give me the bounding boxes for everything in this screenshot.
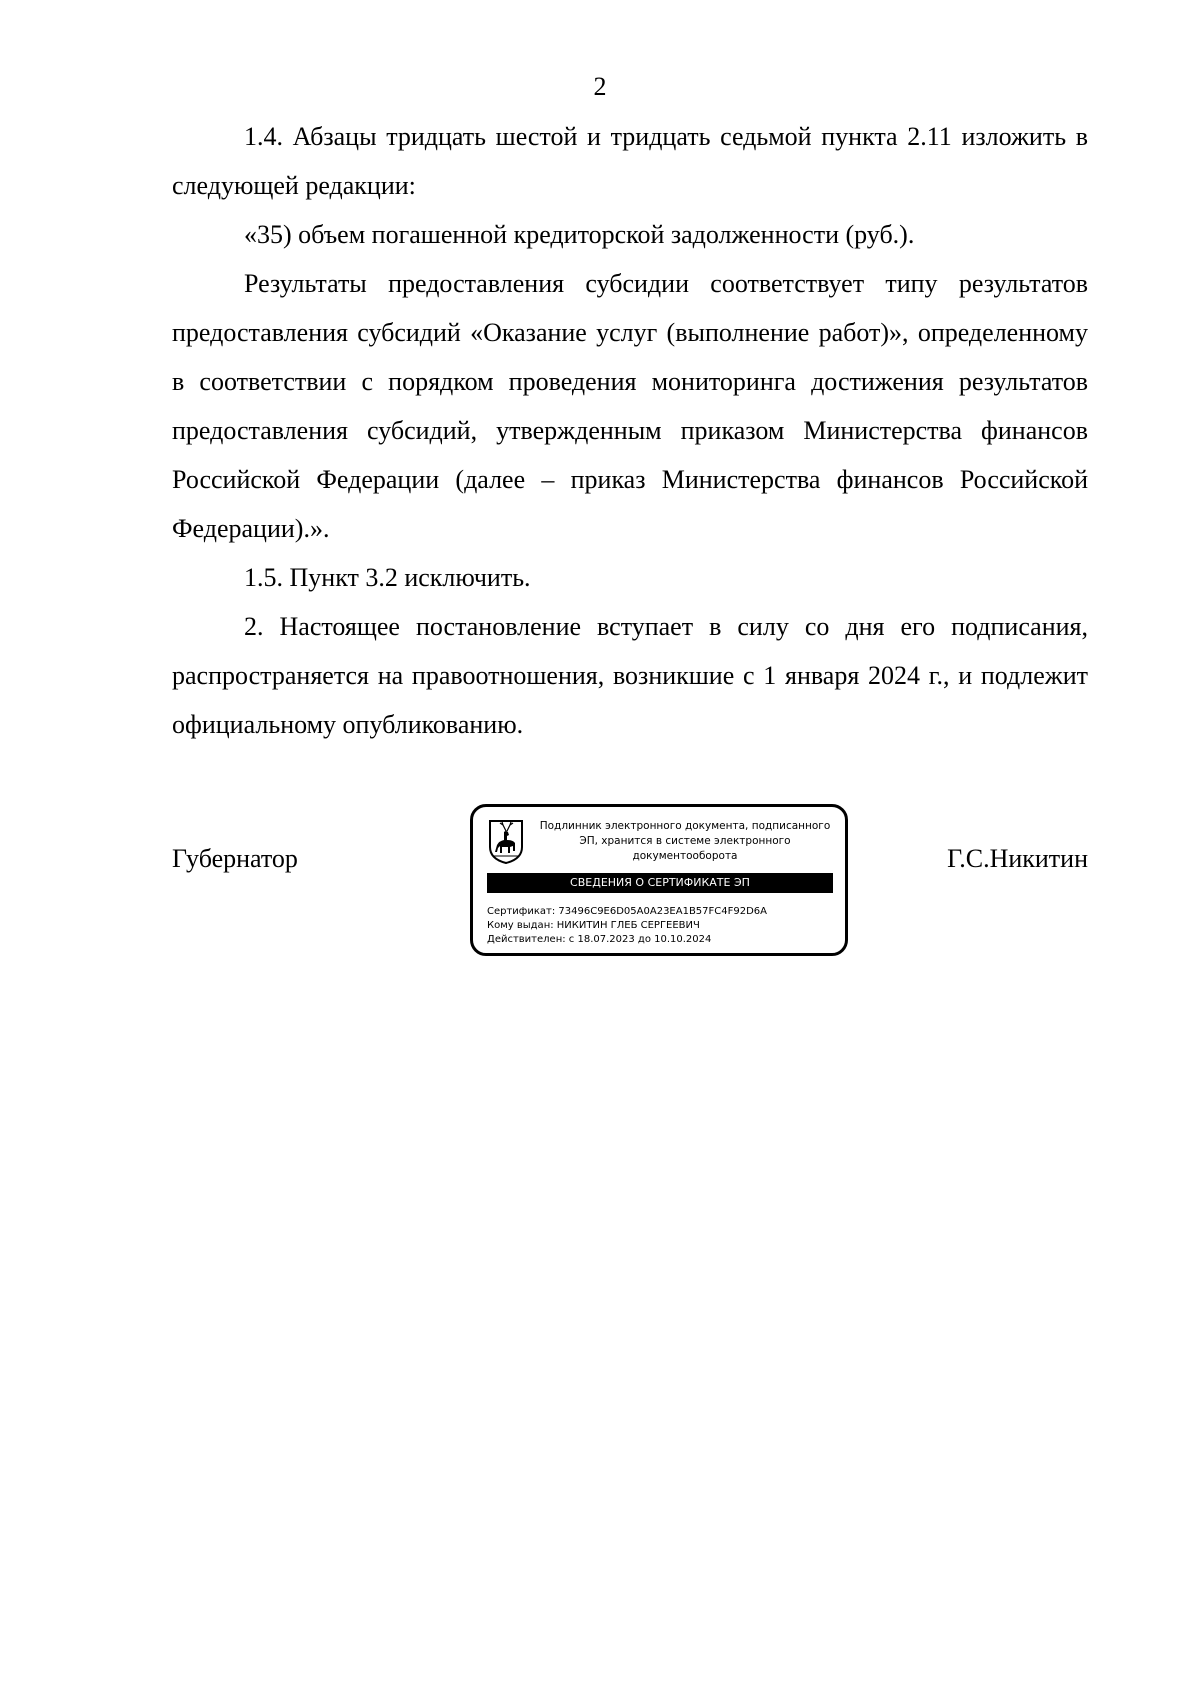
stamp-note: Подлинник электронного документа, подписанного ЭП, хранится в системе электронного документооборота xyxy=(539,820,831,862)
signer-name: Г.С.Никитин xyxy=(947,844,1088,873)
paragraph-1-5: 1.5. Пункт 3.2 исключить. xyxy=(244,563,531,592)
stamp-banner: СВЕДЕНИЯ О СЕРТИФИКАТЕ ЭП xyxy=(487,873,833,893)
electronic-signature-stamp xyxy=(470,804,848,956)
certificate-validity: Действителен: с 18.07.2023 до 10.10.2024 xyxy=(487,934,712,945)
certificate-number: Сертификат: 73496C9E6D05A0A23EA1B57FC4F92D6A xyxy=(487,906,768,917)
certificate-owner: Кому выдан: НИКИТИН ГЛЕБ СЕРГЕЕВИЧ xyxy=(487,920,700,931)
signer-position: Губернатор xyxy=(172,844,298,873)
paragraph-2: 2. Настоящее постановление вступает в силу со дня его подписания, распространяется на правоотношения, возникшие с 1 января 2024 г., и подлежит официальному опубликованию. xyxy=(172,612,1088,739)
paragraph-1-4: 1.4. Абзацы тридцать шестой и тридцать седьмой пункта 2.11 изложить в следующей редакции: xyxy=(172,122,1088,200)
paragraph-results: Результаты предоставления субсидии соответствует типу результатов предоставления субсидий «Оказание услуг (выполнение работ)», определенному в соответствии с порядком проведения мониторинга достижения результатов предоставления субсидий, утвержденным приказом Министерства финансов Российской Федерации (далее – приказ Министерства финансов Российской Федерации).». xyxy=(172,269,1088,543)
signature-block xyxy=(172,804,1088,964)
deer-coat-of-arms-icon xyxy=(487,819,525,865)
paragraph-item-35: «35) объем погашенной кредиторской задолженности (руб.). xyxy=(244,220,915,249)
page-number: 2 xyxy=(593,72,607,101)
certificate-details xyxy=(487,905,837,947)
document-body xyxy=(172,112,1088,749)
